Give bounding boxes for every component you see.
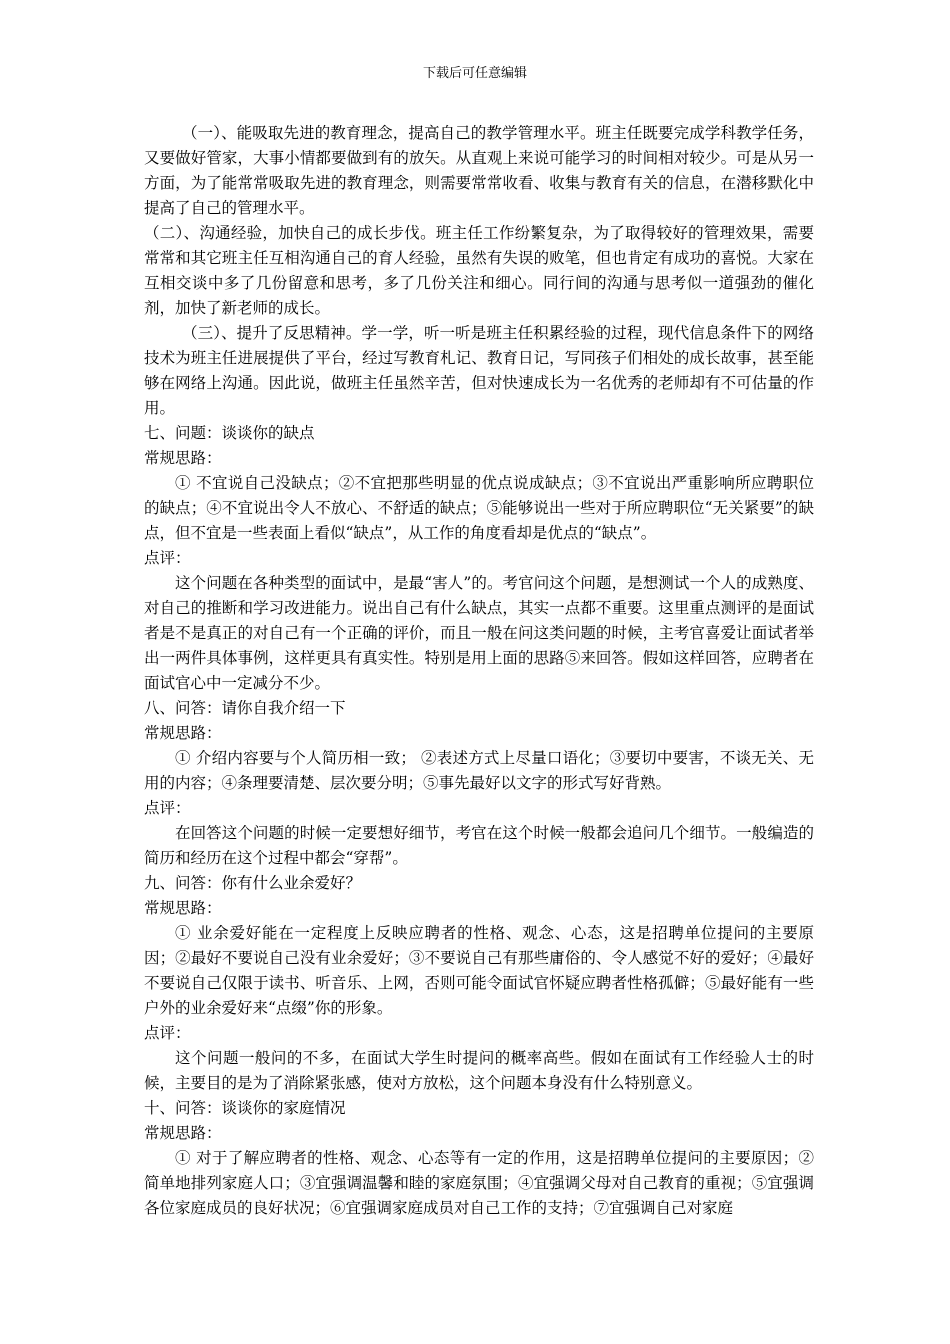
- paragraph: ① 对于了解应聘者的性格、观念、心态等有一定的作用，这是招聘单位提问的主要原因；②简单地排列家庭人口；③宜强调温馨和睦的家庭氛围；④宜强调父母对自己教育的重视；⑤宜强调各位家庭成员的良好状况；⑥宜强调家庭成员对自己工作的支持；⑦宜强调自己对家庭: [144, 1149, 814, 1217]
- paragraph: ① 不宜说自己没缺点；②不宜把那些明显的优点说成缺点；③不宜说出严重影响所应聘职位的缺点；④不宜说出令人不放心、不舒适的缺点；⑤能够说出一些对于所应聘职位“无关紧要”的缺点，但不宜是一些表面上看似“缺点”，从工作的角度看却是优点的“缺点”。: [144, 474, 814, 542]
- paragraph: 这个问题一般问的不多，在面试大学生时提问的概率高些。假如在面试有工作经验人士的时候，主要目的是为了消除紧张感，使对方放松，这个问题本身没有什么特别意义。: [144, 1049, 814, 1092]
- paragraph: 这个问题在各种类型的面试中，是最“害人”的。考官问这个问题，是想测试一个人的成熟度、对自己的推断和学习改进能力。说出自己有什么缺点，其实一点都不重要。这里重点测评的是面试者是不是真正的对自己有一个正确的评价，而且一般在问这类问题的时候，主考官喜爱让面试者举出一两件具体事例，这样更具有真实性。特别是用上面的思路⑤来回答。假如这样回答，应聘者在面试官心中一定减分不少。: [144, 574, 814, 692]
- page-header: 下载后可任意编辑: [422, 66, 527, 81]
- paragraph: 八、问答：请你自我介绍一下: [144, 699, 346, 717]
- paragraph: 常规思路：: [144, 724, 222, 742]
- document-body: [144, 121, 814, 1221]
- paragraph: 十、问答：谈谈你的家庭情况: [144, 1099, 346, 1117]
- paragraph: 点评：: [144, 549, 191, 567]
- paragraph: （三）、提升了反思精神。学一学，听一听是班主任积累经验的过程，现代信息条件下的网络技术为班主任进展提供了平台，经过写教育札记、教育日记，写同孩子们相处的成长故事，甚至能够在网络上沟通。因此说，做班主任虽然辛苦，但对快速成长为一名优秀的老师却有不可估量的作用。: [144, 324, 814, 417]
- paragraph: 常规思路：: [144, 899, 222, 917]
- paragraph: （一）、能吸取先进的教育理念，提高自己的教学管理水平。班主任既要完成学科教学任务，又要做好管家，大事小情都要做到有的放矢。从直观上来说可能学习的时间相对较少。可是从另一方面，为了能常常吸取先进的教育理念，则需要常常收看、收集与教育有关的信息，在潜移默化中提高了自己的管理水平。: [144, 124, 814, 217]
- paragraph: 七、问题：谈谈你的缺点: [144, 424, 315, 442]
- paragraph: 常规思路：: [144, 1124, 222, 1142]
- paragraph: 九、问答：你有什么业余爱好？: [144, 874, 362, 892]
- paragraph: 在回答这个问题的时候一定要想好细节，考官在这个时候一般都会追问几个细节。一般编造的简历和经历在这个过程中都会“穿帮”。: [144, 824, 814, 867]
- paragraph: （二）、沟通经验，加快自己的成长步伐。班主任工作纷繁复杂，为了取得较好的管理效果，需要常常和其它班主任互相沟通自己的育人经验，虽然有失误的败笔，但也肯定有成功的喜悦。大家在互相交谈中多了几份留意和思考，多了几份关注和细心。同行间的沟通与思考似一道强劲的催化剂，加快了新老师的成长。: [144, 224, 814, 317]
- paragraph: 常规思路：: [144, 449, 222, 467]
- paragraph: 点评：: [144, 799, 191, 817]
- paragraph: ① 介绍内容要与个人简历相一致； ②表述方式上尽量口语化；③要切中要害，不谈无关、无用的内容；④条理要清楚、层次要分明；⑤事先最好以文字的形式写好背熟。: [144, 749, 814, 792]
- paragraph: 点评：: [144, 1024, 191, 1042]
- paragraph: ① 业余爱好能在一定程度上反映应聘者的性格、观念、心态，这是招聘单位提问的主要原因；②最好不要说自己没有业余爱好；③不要说自己有那些庸俗的、令人感觉不好的爱好；④最好不要说自己仅限于读书、听音乐、上网，否则可能令面试官怀疑应聘者性格孤僻；⑤最好能有一些户外的业余爱好来“点缀”你的形象。: [144, 924, 814, 1017]
